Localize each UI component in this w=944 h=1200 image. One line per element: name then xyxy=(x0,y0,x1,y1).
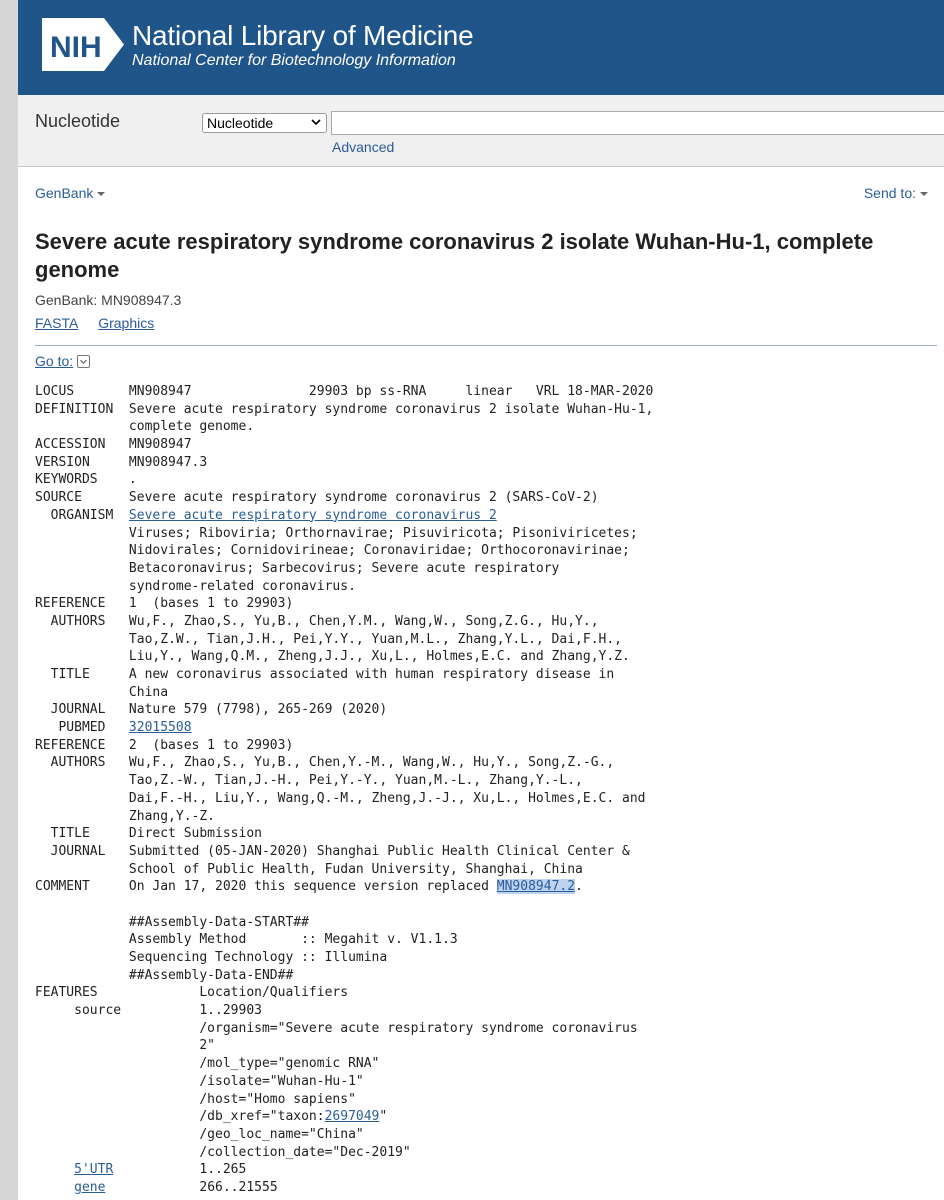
flatfile-text xyxy=(35,1162,74,1177)
left-rail xyxy=(0,0,18,1200)
document-toolbar xyxy=(18,167,944,213)
format-menu-label: GenBank xyxy=(35,185,94,201)
graphics-link[interactable]: Graphics xyxy=(98,315,155,331)
flatfile-line xyxy=(35,1037,653,1055)
search-input[interactable] xyxy=(331,111,944,135)
flatfile-text: /host="Homo sapiens" xyxy=(35,1091,356,1107)
flatfile-link[interactable]: Severe acute respiratory syndrome coronavirus 2 xyxy=(128,507,497,523)
format-links xyxy=(35,315,170,331)
flatfile-line xyxy=(35,931,653,949)
flatfile-text: FEATURES Location/Qualifiers xyxy=(35,985,349,1001)
caret-down-icon xyxy=(97,192,105,196)
flatfile-line xyxy=(35,861,653,879)
flatfile-text: . xyxy=(575,879,583,895)
flatfile-text: REFERENCE 1 (bases 1 to 29903) xyxy=(35,596,294,612)
flatfile-line xyxy=(35,772,653,790)
flatfile-text: China xyxy=(35,684,169,700)
flatfile-text: Liu,Y., Wang,Q.M., Zheng,J.J., Xu,L., Holmes,E.C. and Zhang,Y.Z. xyxy=(35,649,630,665)
flatfile-line xyxy=(35,719,653,737)
flatfile-line xyxy=(35,896,653,914)
flatfile-line xyxy=(35,471,653,489)
flatfile-text: /isolate="Wuhan-Hu-1" xyxy=(35,1073,364,1089)
flatfile-line xyxy=(35,1002,653,1020)
divider xyxy=(35,345,937,346)
caret-down-icon xyxy=(920,192,928,196)
flatfile-line xyxy=(35,1161,653,1179)
flatfile-text: 2" xyxy=(35,1038,216,1054)
flatfile-line xyxy=(35,648,653,666)
flatfile-text: ORGANISM xyxy=(35,507,129,523)
flatfile-line xyxy=(35,967,653,985)
advanced-search-link[interactable]: Advanced xyxy=(332,139,395,155)
goto-link[interactable]: Go to: xyxy=(35,353,74,369)
flatfile-line xyxy=(35,436,653,454)
site-subtitle: National Center for Biotechnology Information xyxy=(132,52,456,69)
flatfile-line xyxy=(35,878,653,896)
database-select-value: Nucleotide xyxy=(207,115,274,131)
flatfile-text: ACCESSION MN908947 xyxy=(35,437,192,453)
flatfile-line xyxy=(35,525,653,543)
page xyxy=(18,0,944,1200)
flatfile-line xyxy=(35,914,653,932)
flatfile-line xyxy=(35,737,653,755)
flatfile-text: TITLE A new coronavirus associated with human respiratory disease in xyxy=(35,667,615,682)
flatfile-text: /mol_type="genomic RNA" xyxy=(35,1056,380,1072)
flatfile-line xyxy=(35,1020,653,1038)
flatfile-line xyxy=(35,790,653,808)
flatfile-line xyxy=(35,401,653,419)
flatfile-text: VERSION MN908947.3 xyxy=(35,454,208,470)
goto-menu[interactable] xyxy=(35,353,90,369)
flatfile-line xyxy=(35,754,653,772)
flatfile-text: Tao,Z.W., Tian,J.H., Pei,Y.Y., Yuan,M.L., Zhang,Y.L., Dai,F.H., xyxy=(35,631,622,647)
flatfile-text: 266..21555 xyxy=(105,1179,278,1195)
flatfile-line xyxy=(35,1073,653,1091)
flatfile-text: Assembly Method :: Megahit v. V1.1.3 xyxy=(35,932,458,948)
flatfile-text: REFERENCE 2 (bases 1 to 29903) xyxy=(35,737,294,753)
flatfile-text: DEFINITION Severe acute respiratory syndrome coronavirus 2 isolate Wuhan-Hu-1, xyxy=(35,401,654,417)
database-label: Nucleotide xyxy=(35,111,121,131)
flatfile-line xyxy=(35,666,653,684)
flatfile-text: Nidovirales; Cornidovirineae; Coronaviridae; Orthocoronavirinae; xyxy=(35,543,630,559)
flatfile-line xyxy=(35,701,653,719)
flatfile-text: SOURCE Severe acute respiratory syndrome coronavirus 2 (SARS-CoV-2) xyxy=(35,490,599,506)
flatfile-line xyxy=(35,560,653,578)
flatfile-text: ##Assembly-Data-START## xyxy=(35,914,309,930)
genbank-flatfile xyxy=(35,383,653,1197)
send-to-label: Send to: xyxy=(863,185,916,201)
chevron-down-icon xyxy=(310,116,322,128)
goto-dropdown-icon[interactable] xyxy=(77,355,90,368)
flatfile-text: School of Public Health, Fudan University, Shanghai, China xyxy=(35,861,583,877)
flatfile-line xyxy=(35,1126,653,1144)
flatfile-text: KEYWORDS . xyxy=(35,472,137,488)
flatfile-line xyxy=(35,454,653,472)
flatfile-text: /geo_loc_name="China" xyxy=(35,1126,364,1142)
flatfile-link[interactable]: 5'UTR xyxy=(74,1162,114,1178)
flatfile-text: COMMENT On Jan 17, 2020 this sequence version replaced xyxy=(35,879,497,895)
flatfile-text: AUTHORS Wu,F., Zhao,S., Yu,B., Chen,Y.M., Wang,W., Song,Z.G., Hu,Y., xyxy=(35,613,599,629)
flatfile-link[interactable]: MN908947.2 xyxy=(496,879,576,895)
flatfile-line xyxy=(35,684,653,702)
flatfile-text: Dai,F.-H., Liu,Y., Wang,Q.-M., Zheng,J.-J., Xu,L., Holmes,E.C. and xyxy=(35,790,646,806)
flatfile-text: LOCUS MN908947 29903 bp ss-RNA linear VRL 18-MAR-2020 xyxy=(35,384,654,399)
flatfile-text: /db_xref="taxon: xyxy=(35,1109,325,1125)
nih-logo-icon[interactable] xyxy=(42,18,126,71)
flatfile-line xyxy=(35,418,653,436)
flatfile-line xyxy=(35,984,653,1002)
database-select[interactable] xyxy=(202,113,327,133)
fasta-link[interactable]: FASTA xyxy=(35,315,79,331)
flatfile-text: ##Assembly-Data-END## xyxy=(35,967,294,983)
flatfile-link[interactable]: 32015508 xyxy=(128,720,192,736)
site-header xyxy=(18,0,944,95)
flatfile-link[interactable]: 2697049 xyxy=(324,1109,380,1125)
flatfile-line xyxy=(35,949,653,967)
flatfile-link[interactable]: gene xyxy=(74,1179,106,1195)
flatfile-line xyxy=(35,507,653,525)
format-menu[interactable] xyxy=(35,185,105,201)
site-title[interactable]: National Library of Medicine xyxy=(132,20,474,51)
flatfile-text: Sequencing Technology :: Illumina xyxy=(35,950,388,965)
flatfile-line xyxy=(35,578,653,596)
nih-logo-text: NIH xyxy=(50,31,102,64)
flatfile-text: Zhang,Y.-Z. xyxy=(35,808,216,824)
flatfile-line xyxy=(35,825,653,843)
flatfile-text: JOURNAL Submitted (05-JAN-2020) Shanghai Public Health Clinical Center & xyxy=(35,843,630,859)
flatfile-text: PUBMED xyxy=(35,720,129,736)
flatfile-text: /collection_date="Dec-2019" xyxy=(35,1144,411,1160)
flatfile-text: JOURNAL Nature 579 (7798), 265-269 (2020) xyxy=(35,702,388,718)
flatfile-line xyxy=(35,1144,653,1162)
flatfile-line xyxy=(35,1055,653,1073)
flatfile-text: Tao,Z.-W., Tian,J.-H., Pei,Y.-Y., Yuan,M.-L., Zhang,Y.-L., xyxy=(35,773,583,789)
flatfile-text: syndrome-related coronavirus. xyxy=(35,578,356,594)
flatfile-text: /organism="Severe acute respiratory syndrome coronavirus xyxy=(35,1020,638,1036)
send-to-menu[interactable] xyxy=(864,185,928,201)
flatfile-text: Betacoronavirus; Sarbecovirus; Severe acute respiratory xyxy=(35,560,560,576)
flatfile-text: 1..265 xyxy=(113,1162,247,1178)
flatfile-text: AUTHORS Wu,F., Zhao,S., Yu,B., Chen,Y.-M., Wang,W., Hu,Y., Song,Z.-G., xyxy=(35,755,615,771)
flatfile-line xyxy=(35,595,653,613)
flatfile-text: TITLE Direct Submission xyxy=(35,826,262,842)
record-title: Severe acute respiratory syndrome coronavirus 2 isolate Wuhan-Hu-1, complete genome xyxy=(35,229,874,282)
flatfile-text: source 1..29903 xyxy=(35,1003,262,1019)
flatfile-text: Viruses; Riboviria; Orthornavirae; Pisuviricota; Pisoniviricetes; xyxy=(35,525,638,541)
flatfile-line xyxy=(35,542,653,560)
flatfile-text xyxy=(35,1180,74,1195)
flatfile-line xyxy=(35,631,653,649)
flatfile-text: complete genome. xyxy=(35,419,255,435)
flatfile-line xyxy=(35,613,653,631)
flatfile-line xyxy=(35,383,653,401)
flatfile-line xyxy=(35,1108,653,1126)
search-bar xyxy=(18,95,944,167)
accession-line: GenBank: MN908947.3 xyxy=(35,292,182,308)
flatfile-text: " xyxy=(379,1109,388,1125)
flatfile-line xyxy=(35,489,653,507)
flatfile-line xyxy=(35,843,653,861)
flatfile-line xyxy=(35,1179,653,1197)
flatfile-line xyxy=(35,808,653,826)
flatfile-line xyxy=(35,1091,653,1109)
